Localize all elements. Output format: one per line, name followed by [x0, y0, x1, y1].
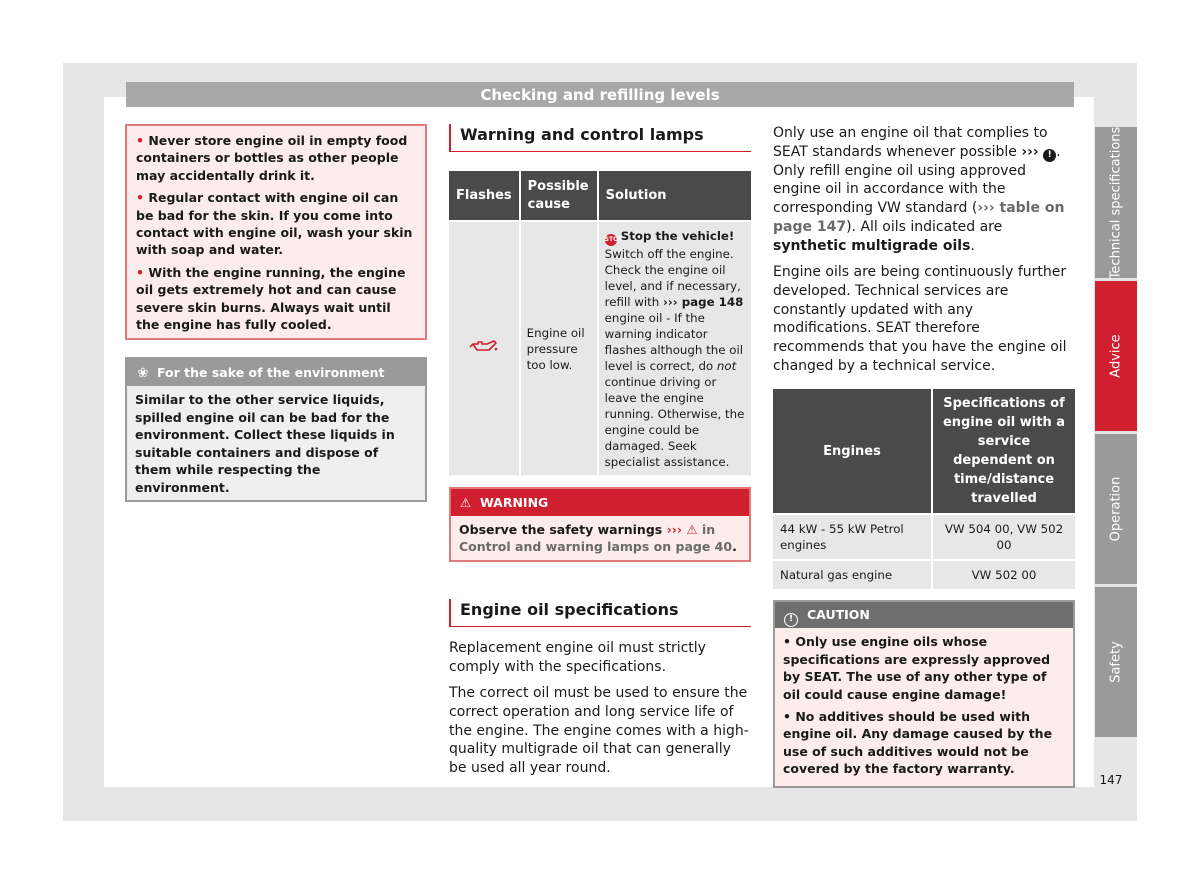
spec-paragraph-2: The correct oil must be used to ensure the correct operation and long service life of the engine. The engine comes with a high-quality multigrade oil that can generally be used all year round. — [449, 685, 749, 777]
lamp-table — [449, 171, 751, 475]
caution-header: ! CAUTION — [775, 602, 1073, 628]
column-middle — [449, 124, 751, 786]
oil-paragraph-1: Only use an engine oil that complies to SEAT standards whenever possible ››› ! . Only refill engine oil using approved engine oil in accordance with the corresponding VW standard (››› table on page 147). All oils indicated are synthetic multigrade oils. — [773, 125, 1065, 254]
spec-cell-engine: 44 kW - 55 kW Petrol engines — [773, 514, 932, 560]
spec-header-engines: Engines — [773, 389, 932, 514]
flower-icon: ❀ — [137, 366, 149, 382]
tab-safety[interactable]: Safety — [1095, 587, 1137, 737]
environment-box — [125, 357, 427, 501]
warning-link[interactable]: in Control and warning lamps on page 40 — [459, 522, 733, 555]
page-reference-link[interactable]: ››› page 148 — [663, 295, 744, 309]
lamp-header-solution: Solution — [598, 171, 751, 221]
tab-operation[interactable]: Operation — [1095, 434, 1137, 584]
warning-text: Observe the safety warnings ››› ⚠ in Control and warning lamps on page 40. — [459, 522, 737, 555]
lamp-header-flashes: Flashes — [449, 171, 520, 221]
spec-cell-spec: VW 502 00 — [932, 560, 1075, 589]
caution-box — [773, 600, 1075, 787]
stop-icon: STOP — [605, 234, 617, 246]
tab-technical-specifications[interactable]: Technical specifications — [1095, 127, 1137, 278]
table-reference-link[interactable]: ››› table on page 147 — [773, 200, 1065, 235]
lamp-header-cause: Possible cause — [520, 171, 598, 221]
safety-item: • With the engine running, the engine oil gets extremely hot and can cause severe skin burns. Always wait until the engine has fully cooled. — [136, 264, 406, 333]
table-row — [773, 514, 1075, 560]
safety-item: • Regular contact with engine oil can be bad for the skin. If you come into contact with engine oil, wash your skin with soap and water. — [136, 190, 413, 258]
bullet-icon: • — [136, 133, 149, 148]
safety-item: • Never store engine oil in empty food containers or bottles as other people may accidentally drink it. — [136, 133, 408, 183]
column-left — [125, 124, 427, 502]
column-right — [773, 124, 1075, 788]
spec-table — [773, 389, 1075, 589]
table-row — [449, 221, 751, 475]
tab-advice[interactable]: Advice — [1095, 281, 1137, 431]
oil-paragraph-2: Engine oils are being continuously further developed. Technical services are constantly updated with any modifications. SEAT therefore recommends that you have the engine oil changed by a technical service. — [773, 264, 1067, 374]
spec-paragraph-1: Replacement engine oil must strictly comply with the specifications. — [449, 639, 706, 675]
environment-text: Similar to the other service liquids, spilled engine oil can be bad for the environment. Collect these liquids in suitable containers and dispose of them while respecting the environment. — [135, 392, 395, 495]
spec-cell-spec: VW 504 00, VW 502 00 — [932, 514, 1075, 560]
section-title-lamps: Warning and control lamps — [449, 124, 751, 152]
caution-text — [775, 628, 1073, 785]
table-row — [773, 560, 1075, 589]
spec-header-specs: Specifications of engine oil with a service dependent on time/distance travelled — [932, 389, 1075, 514]
warning-box — [449, 487, 751, 562]
warning-header: ⚠ WARNING — [451, 489, 749, 516]
caution-item: • Only use engine oils whose specifications are expressly approved by SEAT. The use of any other type of oil could cause engine damage! — [783, 634, 1051, 702]
spec-cell-engine: Natural gas engine — [773, 560, 932, 589]
caution-item: • No additives should be used with engine oil. Any damage caused by the use of such additives would not be covered by the factory warranty. — [783, 709, 1053, 777]
section-title-specs: Engine oil specifications — [449, 599, 751, 627]
lamp-cell-icon — [449, 221, 520, 475]
page-number: 147 — [1099, 773, 1123, 787]
bullet-icon: • — [136, 264, 149, 280]
bullet-icon: • — [136, 190, 149, 206]
lamp-cell-cause: Engine oil pressure too low. — [520, 221, 598, 475]
lamp-cell-solution: STOP Stop the vehicle! Switch off the engine. Check the engine oil level, and if necessary, refill with ››› page 148 engine oil - If the warning indicator flashes although the oil level is correct, do not continue driving or leave the engine running. Otherwise, the engine could be damaged. Seek specialist assistance. — [598, 221, 751, 475]
environment-header: ❀ For the sake of the environment — [127, 359, 425, 386]
exclamation-icon: ! — [784, 613, 798, 627]
caution-ref-icon: ! — [1043, 149, 1056, 162]
warning-triangle-icon: ⚠ — [460, 495, 472, 510]
warning-triangle-icon: ⚠ — [686, 522, 698, 537]
oil-can-icon — [469, 339, 499, 355]
safety-note-box — [125, 124, 427, 340]
page-header: Checking and refilling levels — [126, 82, 1074, 107]
